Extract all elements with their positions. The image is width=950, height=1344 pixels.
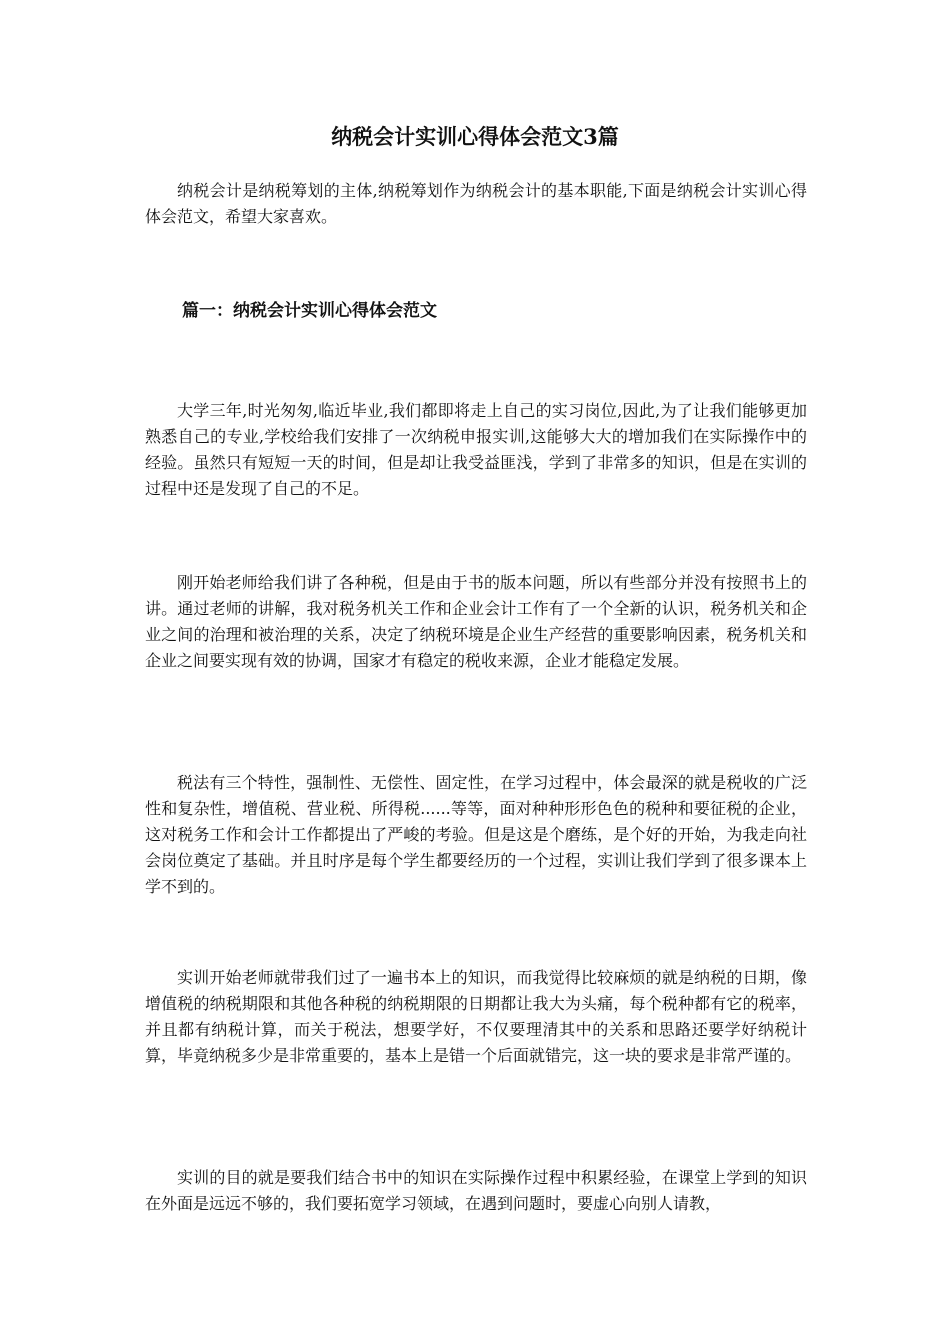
body-paragraph-3: 税法有三个特性，强制性、无偿性、固定性，在学习过程中，体会最深的就是税收的广泛性和复杂性，增值税、营业税、所得税......等等，面对种种形形色色的税种和要征税的企业，这对税务工作和会计工作都提出了严峻的考验。但是这是个磨练，是个好的开始，为我走向社会岗位奠定了基础。并且时序是每个学生都要经历的一个过程，实训让我们学到了很多课本上学不到的。	[145, 773, 807, 896]
body-paragraph-1: 大学三年,时光匆匆,临近毕业,我们都即将走上自己的实习岗位,因此,为了让我们能够更加熟悉自己的专业,学校给我们安排了一次纳税申报实训,这能够大大的增加我们在实际操作中的经验。虽然只有短短一天的时间，但是却让我受益匪浅，学到了非常多的知识，但是在实训的过程中还是发现了自己的不足。	[145, 401, 807, 498]
section-heading: 篇一：纳税会计实训心得体会范文	[182, 301, 437, 321]
body-paragraph-5: 实训的目的就是要我们结合书中的知识在实际操作过程中积累经验，在课堂上学到的知识在外面是远远不够的，我们要拓宽学习领域，在遇到问题时，要虚心向别人请教，	[145, 1168, 807, 1213]
intro-paragraph: 纳税会计是纳税筹划的主体,纳税筹划作为纳税会计的基本职能,下面是纳税会计实训心得体会范文，希望大家喜欢。	[145, 181, 807, 226]
body-paragraph-2: 刚开始老师给我们讲了各种税，但是由于书的版本问题，所以有些部分并没有按照书上的讲。通过老师的讲解，我对税务机关工作和企业会计工作有了一个全新的认识，税务机关和企业之间的治理和被治理的关系，决定了纳税环境是企业生产经营的重要影响因素，税务机关和企业之间要实现有效的协调，国家才有稳定的税收来源，企业才能稳定发展。	[145, 573, 807, 670]
body-paragraph-4: 实训开始老师就带我们过了一遍书本上的知识，而我觉得比较麻烦的就是纳税的日期，像增值税的纳税期限和其他各种税的纳税期限的日期都让我大为头痛，每个税种都有它的税率，并且都有纳税计算，而关于税法，想要学好，不仅要理清其中的关系和思路还要学好纳税计算，毕竟纳税多少是非常重要的，基本上是错一个后面就错完，这一块的要求是非常严谨的。	[145, 968, 807, 1065]
page-title: 纳税会计实训心得体会范文3篇	[331, 124, 619, 149]
